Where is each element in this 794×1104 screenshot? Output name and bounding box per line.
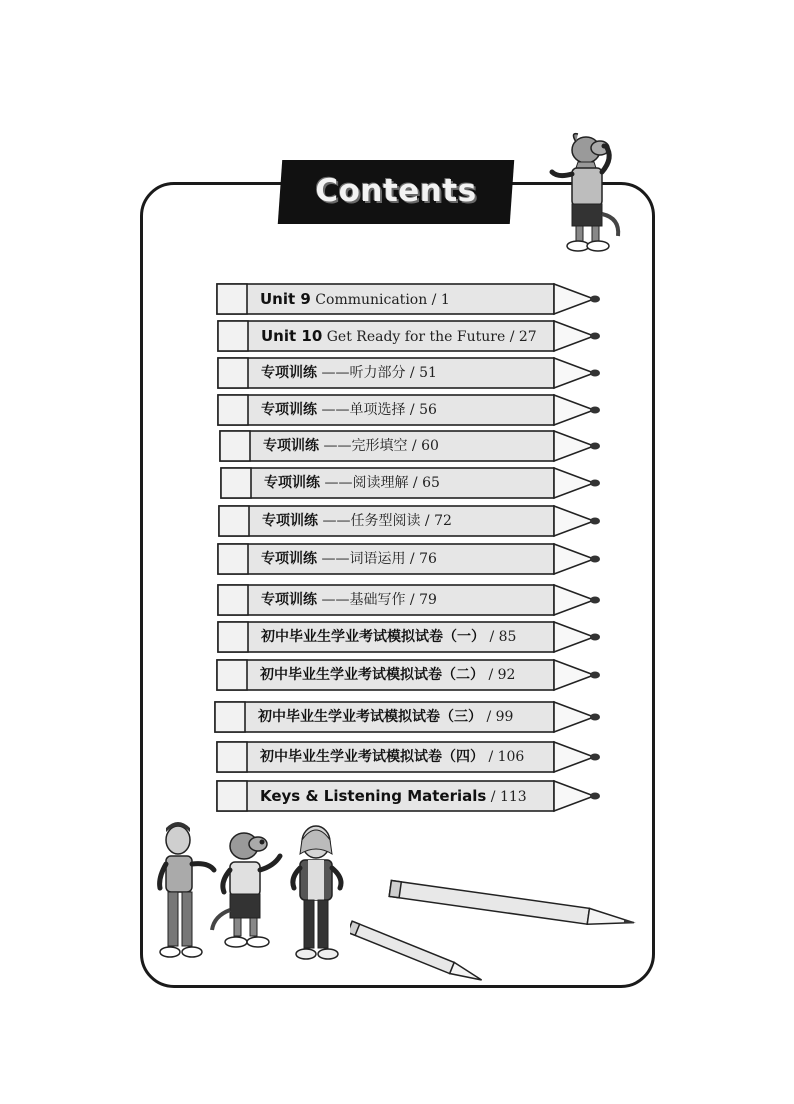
toc-entry-title: 专项训练 <box>263 438 319 454</box>
toc-entry-label <box>262 505 452 537</box>
cartoon-dog-icon <box>548 128 628 258</box>
toc-entry-title: 初中毕业生学业考试模拟试卷（二） <box>260 667 484 683</box>
toc-entry[interactable] <box>217 394 602 426</box>
toc-entry-label <box>263 430 439 462</box>
toc-entry-page: / 92 <box>488 667 516 683</box>
toc-entry-page: / 99 <box>486 709 514 725</box>
toc-entry[interactable] <box>217 584 602 616</box>
toc-entry[interactable] <box>216 780 602 812</box>
toc-entry-label <box>260 780 527 812</box>
cartoon-girl-icon <box>286 820 352 966</box>
toc-entry-title: 专项训练 <box>261 551 317 567</box>
toc-entry[interactable] <box>218 505 602 537</box>
toc-entry[interactable] <box>217 320 602 352</box>
toc-entry-page: ——听力部分 / 51 <box>321 365 437 381</box>
toc-entry-title: 专项训练 <box>264 475 320 491</box>
toc-entry-title: 初中毕业生学业考试模拟试卷（四） <box>260 749 484 765</box>
toc-entry-label <box>260 741 524 773</box>
toc-entry-title: 专项训练 <box>262 513 318 529</box>
toc-entry-label <box>261 357 437 389</box>
toc-entry-label <box>260 659 515 691</box>
toc-entry[interactable] <box>217 357 602 389</box>
toc-entry-page: Communication / 1 <box>315 292 450 308</box>
toc-entry-title: 初中毕业生学业考试模拟试卷（三） <box>258 709 482 725</box>
toc-entry[interactable] <box>216 659 602 691</box>
toc-entry-label <box>258 701 513 733</box>
toc-entry-title: Keys & Listening Materials <box>260 787 487 805</box>
toc-entry-page: ——词语运用 / 76 <box>321 551 437 567</box>
toc-entry[interactable] <box>214 701 602 733</box>
page-title: Contents <box>315 173 477 209</box>
toc-entry[interactable] <box>220 467 602 499</box>
toc-entry-label <box>261 320 537 352</box>
toc-entry-label <box>260 283 450 315</box>
toc-entry-page: / 106 <box>488 749 525 765</box>
toc-entry-page: ——任务型阅读 / 72 <box>322 513 452 529</box>
toc-entry-page: / 85 <box>489 629 517 645</box>
toc-entry-page: Get Ready for the Future / 27 <box>326 329 537 345</box>
toc-entry-label <box>264 467 440 499</box>
toc-entry-title: 专项训练 <box>261 402 317 418</box>
toc-entry-page: ——阅读理解 / 65 <box>324 475 440 491</box>
toc-entry-label <box>261 543 437 575</box>
toc-entry[interactable] <box>216 283 602 315</box>
toc-entry[interactable] <box>219 430 602 462</box>
toc-entry-title: 初中毕业生学业考试模拟试卷（一） <box>261 629 485 645</box>
toc-entry-page: ——基础写作 / 79 <box>321 592 437 608</box>
toc-entry-title: Unit 9 <box>260 290 311 308</box>
toc-entry-title: Unit 10 <box>261 327 323 345</box>
pencil-icon <box>350 916 500 982</box>
toc-entry-page: ——单项选择 / 56 <box>321 402 437 418</box>
toc-entry-title: 专项训练 <box>261 592 317 608</box>
toc-entry-label <box>261 394 437 426</box>
toc-entry[interactable] <box>216 741 602 773</box>
toc-entry-label <box>261 584 437 616</box>
toc-entry-page: / 113 <box>490 789 527 805</box>
toc-entry-title: 专项训练 <box>261 365 317 381</box>
toc-entry-page: ——完形填空 / 60 <box>323 438 439 454</box>
toc-entry[interactable] <box>217 543 602 575</box>
toc-entry[interactable] <box>217 621 602 653</box>
cartoon-dog-icon <box>210 826 290 958</box>
toc-entry-label <box>261 621 516 653</box>
